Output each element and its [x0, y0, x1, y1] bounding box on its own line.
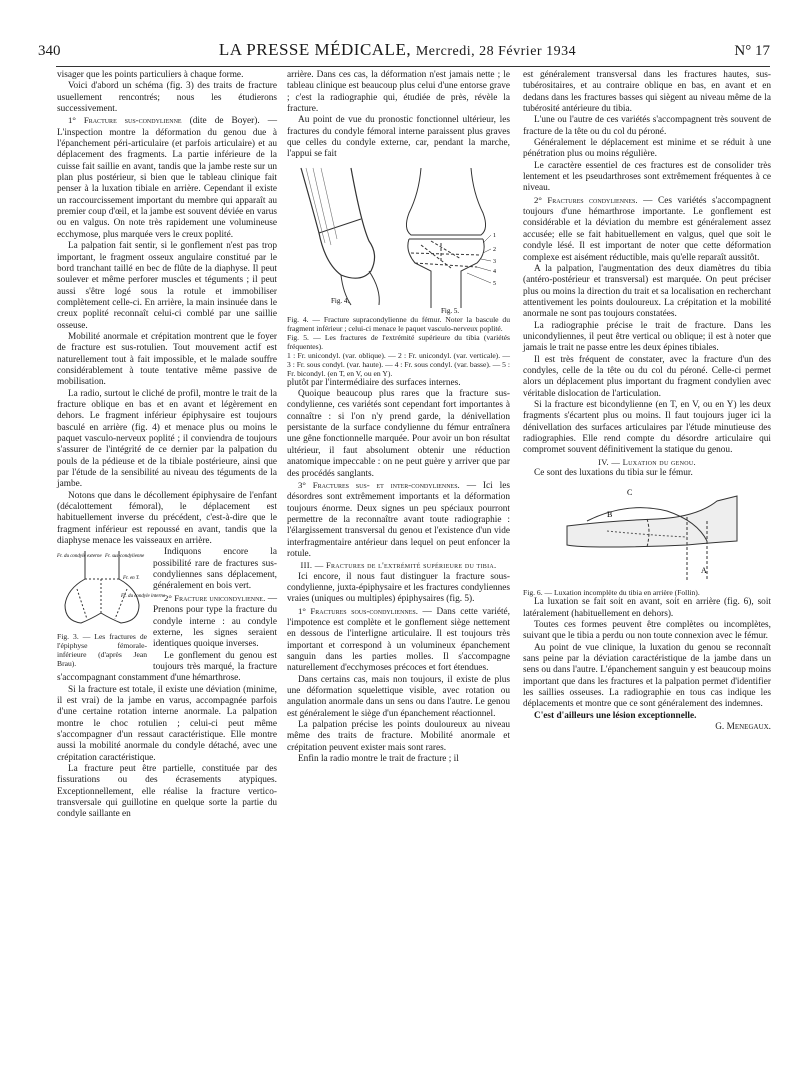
paragraph: La fracture peut être partielle, constituée par des fissurations ou des écrasements atypiques. Exceptionnellement, elle réalise la fracture vertico-transversale qui guillotine en quelque sorte la partie du condyle saillante en: [57, 763, 277, 820]
paragraph: arrière. Dans ces cas, la déformation n'est jamais nette ; le tableau clinique est beaucoup plus celui d'une entorse grave ; c'est la radiographie qui, étudiée de près, révèle la fracture.: [287, 70, 510, 115]
paragraph: Si la fracture est totale, il existe une déviation (minime, il est vrai) de la jambe en varus, accompagnée parfois d'une certaine rotation interne anormale. La palpation montre le choc rotulien ; celui-ci peut même s'accompagner d'un ressaut caractéristique. Elle montre aussi la mobilité anormale du condyle détaché, avec une crépitation caractéristique.: [57, 684, 277, 763]
paragraph: visager que les points particuliers à chaque forme.: [57, 70, 244, 80]
subheading: 2° Fractures condyliennes.: [534, 194, 638, 205]
header-rule: [56, 66, 770, 67]
fig5-num: 2: [493, 246, 496, 253]
paragraph: Indiquons encore la possibilité rare de fractures sus-condyliennes sans déplacement, généralement en bois vert.: [153, 547, 277, 592]
section-para: [523, 195, 771, 264]
section-para: [287, 606, 510, 675]
fig5-num: 3: [493, 258, 496, 265]
figure-caption: Fig. 3. — Les fractures de l'épiphyse fémorale-inférieure (d'après Jean Brau).: [57, 631, 147, 668]
section-para: [287, 480, 510, 560]
section-heading: IV. — Luxation du genou.: [598, 456, 696, 467]
fig3-label: Fr. sus-condylienne: [105, 554, 145, 560]
paragraph: La radiographie précise le trait de fracture. Dans les unicondyliennes, il peut être vertical ou oblique; il est à noter que jamais le trait ne passe entre les deux épines tibiales.: [523, 320, 771, 354]
paragraph: C'est d'ailleurs une lésion exceptionnelle.: [534, 710, 697, 721]
fig6-label: A: [701, 566, 707, 576]
fig3-label: Fr. du condyle interne: [121, 594, 166, 600]
issue-date: Mercredi, 28 Février 1934: [415, 44, 577, 59]
journal-title: [219, 40, 576, 60]
author-signature: G. Menegaux.: [715, 722, 771, 733]
fig6-label: C: [627, 488, 633, 498]
paragraph: La luxation se fait soit en avant, soit en arrière (fig. 6), soit latéralement (habituellement en dehors).: [523, 597, 771, 619]
paragraph-text: — Dans cette variété, l'impotence est complète et le gonflement siège nettement en dessous de l'interligne articulaire. Il est toujours très important et correspond à un volumineux épanchement sanguin dans les parties molles. Il s'accompagne naturellement d'ecchymoses précoces et fort étendues.: [287, 606, 510, 674]
paragraph: Ce sont des luxations du tibia sur le fémur.: [534, 468, 693, 479]
fig5-num: 4: [493, 268, 496, 275]
paragraph: Au point de vue du pronostic fonctionnel ultérieur, les fractures du condyle fémoral interne paraissent plus graves que celles du condyle externe, car, pendant la marche, l'appui se fait: [287, 115, 510, 160]
issue-number: N° 17: [734, 43, 770, 59]
paragraph: Il est très fréquent de constater, avec la fracture d'un des condyles, celle de la tête ou du col du péroné. Celle-ci permet alors un déplacement plus important du fragment condylien avec véritable dislocation de l'articulation.: [523, 354, 771, 399]
figure-caption: Fig. 4. — Fracture supracondylienne du fémur. Noter la bascule du fragment inférieur ; celui-ci menace le paquet vasculo-nerveux poplité.: [287, 314, 510, 333]
subheading: 3° Fractures sus- et inter-condyliennes.: [298, 479, 460, 490]
paragraph: Le caractère essentiel de ces fractures est de consolider très lentement et les pseudarthroses sont extrêmement fréquentes à ce niveau.: [523, 160, 771, 194]
fig3-label: Fr. en T.: [123, 576, 140, 582]
page-number: 340: [38, 43, 61, 59]
figure-5: [406, 168, 496, 315]
section-heading: III. — Fractures de l'extrémité supérieure du tibia.: [300, 560, 497, 571]
paragraph: Toutes ces formes peuvent être complètes ou incomplètes, suivant que le tibia a perdu ou non toute connexion avec le fémur.: [523, 620, 771, 642]
paragraph: Au point de vue clinique, la luxation du genou se reconnaît sans peine par la déviation caractéristique de la jambe dans un sens ou dans l'autre. L'épanchement sanguin y est beaucoup moins important que dans les fractures et la palpation permet d'identifier les saillies osseuses. La radiographie en tous cas indique les déplacements et montre que ce sont généralement des indemnes.: [523, 642, 771, 710]
column-1: [57, 70, 277, 821]
paragraph-text: — Ici les désordres sont extrêmement importants et la déformation toujours énorme. Deux signes un peu spéciaux pourront permettre de la reconnaître avant toute radiographie : l'élargissement transversal du genou et l'existence d'un vide interfragmentaire antérieur dans lequel on peut enfoncer la rotule.: [287, 480, 510, 559]
column-2: [287, 70, 510, 765]
figure-3: [57, 549, 166, 668]
fig6-label: B: [607, 510, 613, 520]
subheading: 1° Fracture sus-condylienne: [68, 115, 182, 126]
column-3: [523, 70, 771, 734]
figure-4: [301, 168, 379, 305]
paragraph: Dans certains cas, mais non toujours, il existe de plus une déformation squelettique visible, avec rotation ou angulation anormale dans un sens ou dans l'autre. Le genou est généralement le siège d'un épanchement réactionnel.: [287, 674, 510, 719]
paragraph-text: (dite de Boyer). — L'inspection montre la déformation du genou due à l'épanchement péri-articulaire (et parfois articulaire) et au déplacement des fragments. La partie inférieure de la cuisse fait saillie en avant, tandis que la jambe reste sur un plan plus postérieur, si bien que le tableau clinique fait penser à la luxation tibiale en arrière. Cependant il existe un raccourcissement important du membre qui apparaît au premier coup d'œil, et la jambe est souvent déviée en varus ou en valgus. On note très rapidement une volumineuse ecchymose, plus marquée vers le creux poplité.: [57, 116, 277, 240]
paragraph: Généralement le déplacement est minime et se réduit à une pénétration plus ou moins régulière.: [523, 138, 771, 160]
paragraph: Si la fracture est bicondylienne (en T, en V, ou en Y) les deux fragments s'écartent plus ou moins. Il faut toujours juger ici la dénivellation des surfaces articulaires par l'étude minutieuse des radiographies. Elle rend compte du désordre articulaire qui compromet souvent définitivement la statique du genou.: [523, 399, 771, 456]
paragraph: La radio, surtout le cliché de profil, montre le trait de la fracture oblique en bas et en avant et légèrement en dehors. Le fragment inférieur épiphysaire est toujours basculé en arrière (fig. 4) et menace plus ou moins le paquet vasculo-nerveux poplité ; il conviendra de toujours s'assurer de l'intégrité de ce dernier par la palpation du pouls de la pédieuse et de la tibiale postérieure, ainsi que par l'étude de la sensibilité au niveau des téguments de la jambe.: [57, 388, 277, 490]
paragraph: Enfin la radio montre le trait de fracture ; il: [298, 754, 459, 765]
paragraph-text: — Ces variétés s'accompagnent toujours d'une hémarthrose importante. Le gonflement est considérable et la déviation du membre est généralement assez accusée; elle se fait habituellement en valgus, quel que soit le condyle lésé. Il est important de noter que cette déformation complexe est aisément réductible, mais qu'elle reparaît aussitôt.: [523, 195, 771, 263]
section-para: [57, 115, 277, 241]
fig5-num: 5: [493, 280, 496, 287]
fig3-label: Fr. du condyle externe: [57, 554, 102, 560]
figure-legend: 1 : Fr. unicondyl. (var. oblique). — 2 : Fr. unicondyl. (var. verticale). — 3 : Fr. sous condyl. (var. haute). — 4 : Fr. sous condyl. (var. basse). — 5 : Fr. bicondyl. (en T, en V, ou en Y).: [287, 350, 510, 378]
subheading: 2° Fracture unicondylienne.: [164, 592, 266, 603]
figures-4-5: [291, 163, 506, 313]
fig5-num: 1: [493, 232, 496, 239]
figure-caption: Fig. 5. — Les fractures de l'extrémité supérieure du tibia (variétés fréquentes).: [287, 332, 510, 351]
paragraph-text: — Prenons pour type la fracture du condyle interne : au condyle externe, les signes seraient identiques quoique inverses.: [153, 593, 277, 650]
fig5-label: Fig. 5.: [441, 306, 460, 315]
paragraph: A la palpation, l'augmentation des deux diamètres du tibia (antéro-postérieur et transversal) est marquée. On peut préciser plus ou moins la direction du trait et sa localisation en recherchant attentivement les points douloureux. La crépitation et la mobilité anormale ne sont pas toujours constatées.: [523, 263, 771, 320]
paragraph: Ici encore, il nous faut distinguer la fracture sous-condylienne, juxta-épiphysaire et les fractures condyliennes vraies (uniques ou multiples) épiphysaires (fig. 5).: [287, 571, 510, 605]
paragraph: L'une ou l'autre de ces variétés s'accompagnent très souvent de fracture de la tête ou du col du péroné.: [523, 115, 771, 137]
paragraph: Mobilité anormale et crépitation montrent que le foyer de fracture est sus-rotulien. Tout mouvement actif est naturellement tout à fait impossible, et le malade souffre considérablement à toute tentative même passive de mobilisation.: [57, 331, 277, 388]
paragraph: Notons que dans le décollement épiphysaire de l'enfant (décalottement fémoral), le déplacement est habituellement inverse du précédent, c'est-à-dire que le fragment inférieur est repoussé en avant, tandis que la diaphyse menace les vaisseaux en arrière.: [57, 490, 277, 547]
paragraph: plutôt par l'intermédiaire des surfaces internes.: [287, 377, 461, 388]
figure-6: [547, 481, 747, 586]
paragraph: est généralement transversal dans les fractures hautes, sus-tubérositaires, et au contraire oblique en bas, en avant et en dedans dans les fractures basses qui siègent au niveau même de la tubérosité antérieure du tibia.: [523, 70, 771, 115]
paragraph: Quoique beaucoup plus rares que la fracture sus-condylienne, ces variétés sont cependant fort importantes à connaître : si l'on n'y prend garde, la dénivellation persistante de la surface condylienne du fémur entraînera une gêne fonctionnelle marquée. Pour avoir un bon résultat ultérieur, il faut absolument obtenir une réduction anatomique impeccable : on ne peut guère y arriver que par des procédés sanglants.: [287, 389, 510, 479]
running-header: [38, 40, 770, 64]
femur-epiphysis-diagram: [57, 549, 166, 627]
paragraph: Voici d'abord un schéma (fig. 3) des traits de fracture usuellement rencontrés; nous les étudierons successivement.: [57, 81, 277, 115]
paragraph: La palpation fait sentir, si le gonflement n'est pas trop important, le fragment osseux angulaire constitué par le bord tranchant taillé en bec de flûte de la diaphyse. Il peut soulever et même perforer muscles et téguments ; il peut aussi s'être logé sous la rotule et immobiliser complètement celle-ci. En arrière, la main insinuée dans le creux poplité reconnaît celui-ci comblé par une saillie osseuse.: [57, 241, 277, 331]
journal-name: LA PRESSE MÉDICALE,: [218, 40, 412, 59]
paragraph: La palpation précise les points douloureux au niveau même des traits de fracture. Mobilité anormale et crépitation peuvent exister mais sont rares.: [287, 720, 510, 753]
figure-caption: Fig. 6. — Luxation incomplète du tibia en arrière (Follin).: [523, 588, 700, 598]
paragraph: Le gonflement du genou est toujours très marqué, la fracture s'accompagnant constamment d'une hémarthrose.: [57, 650, 277, 684]
fig4-label: Fig. 4.: [331, 296, 350, 305]
subheading: 1° Fractures sous-condyliennes.: [298, 605, 418, 616]
